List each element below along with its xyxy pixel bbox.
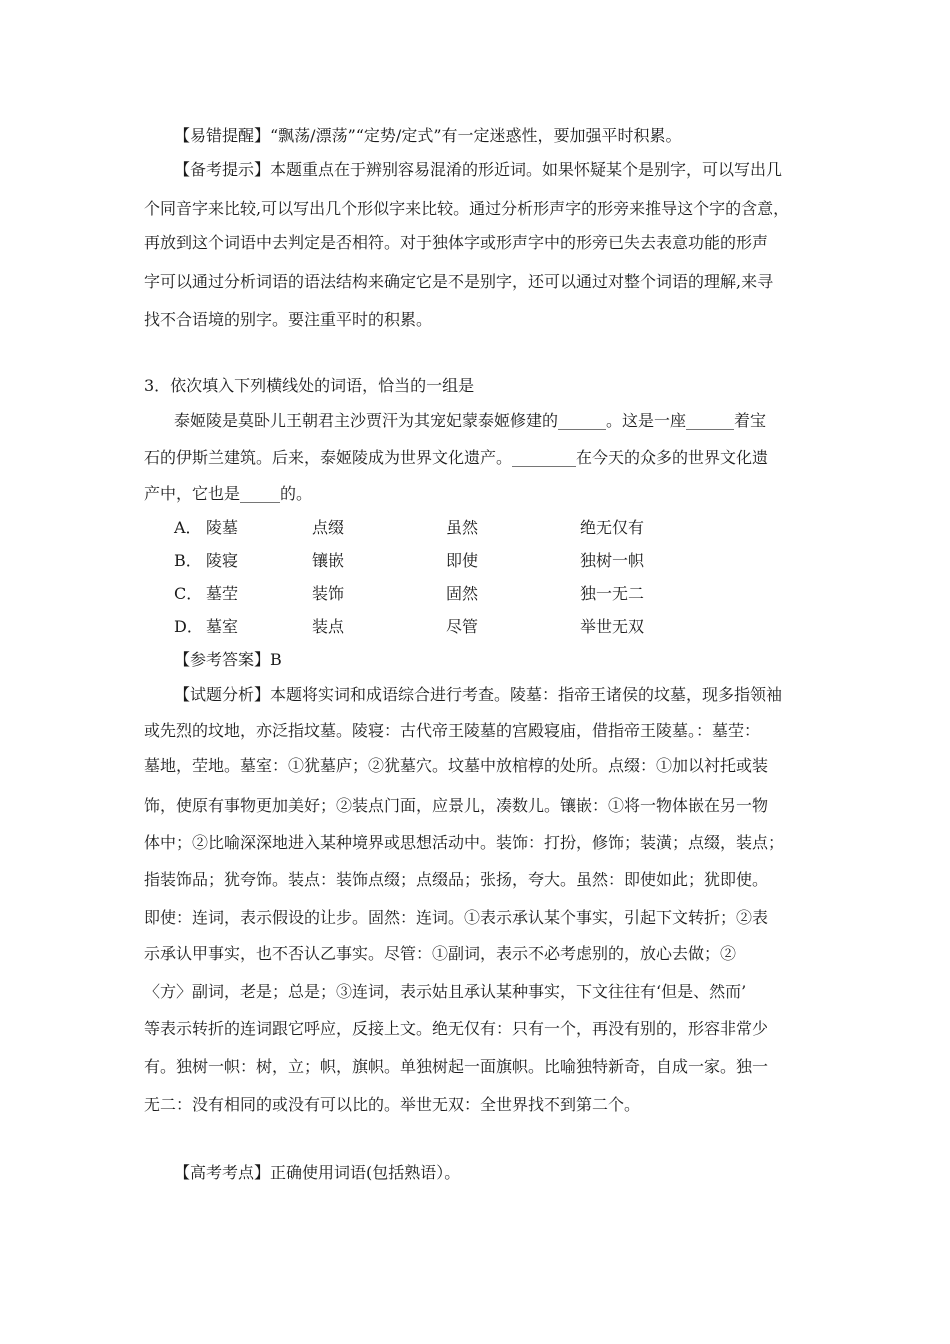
option-word: 装点 [312, 617, 345, 636]
passage-line: 泰姬陵是莫卧儿王朝君主沙贾汗为其宠妃蒙泰姬修建的______。这是一座______着宝 [174, 411, 767, 430]
option-word: 独树一帜 [580, 551, 645, 570]
analysis-line: 【试题分析】本题将实词和成语综合进行考查。陵墓：指帝王诸侯的坟墓，现多指领袖 [174, 685, 783, 704]
option-word: 墓茔 [206, 584, 239, 603]
option-word: 陵墓 [206, 518, 239, 537]
tips-line: 再放到这个词语中去判定是否相符。对于独体字或形声字中的形旁已失去表意功能的形声 [144, 233, 769, 252]
passage-line: 石的伊斯兰建筑。后来，泰姬陵成为世界文化遗产。________在今天的众多的世界文化遗 [144, 448, 769, 467]
analysis-line: 无二：没有相同的或没有可以比的。举世无双：全世界找不到第二个。 [144, 1095, 641, 1114]
exam-point: 【高考考点】正确使用词语(包括熟语）。 [174, 1163, 461, 1182]
option-a [0, 518, 950, 538]
tips-line: 字可以通过分析词语的语法结构来确定它是不是别字，还可以通过对整个词语的理解,来寻 [144, 272, 774, 291]
option-word: 独一无二 [580, 584, 645, 603]
analysis-line: 等表示转折的连词跟它呼应，反接上文。绝无仅有：只有一个，再没有别的，形容非常少 [144, 1019, 769, 1038]
analysis-line: 〈方〉副词，老是；总是；③连词，表示姑且承认某种事实，下文往往有‘但是、然而’ [144, 982, 747, 1001]
analysis-line: 饰，使原有事物更加美好；②装点门面，应景儿，凑数儿。镶嵌：①将一物体嵌在另一物 [144, 796, 769, 815]
option-word: 固然 [446, 584, 479, 603]
question-stem: 3．依次填入下列横线处的词语，恰当的一组是 [144, 376, 475, 395]
option-c [0, 584, 950, 604]
option-word: 举世无双 [580, 617, 645, 636]
option-word: 镶嵌 [312, 551, 345, 570]
analysis-line: 有。独树一帜：树，立；帜，旗帜。单独树起一面旗帜。比喻独特新奇，自成一家。独一 [144, 1057, 769, 1076]
option-word: 墓室 [206, 617, 239, 636]
tips-line: 个同音字来比较,可以写出几个形似字来比较。通过分析形声字的形旁来推导这个字的含意， [144, 199, 790, 218]
analysis-line: 或先烈的坟地，亦泛指坟墓。陵寝：古代帝王陵墓的宫殿寝庙，借指帝王陵墓。：墓茔： [144, 721, 761, 740]
option-word: 绝无仅有 [580, 518, 645, 537]
option-word: 虽然 [446, 518, 479, 537]
option-letter: B． [174, 551, 202, 570]
analysis-line: 指装饰品；犹夸饰。装点：装饰点缀；点缀品；张扬，夸大。虽然：即使如此；犹即使。 [144, 870, 769, 889]
tips-line: 【备考提示】本题重点在于辨别容易混淆的形近词。如果怀疑某个是别字，可以写出几 [174, 160, 783, 179]
error-reminder: 【易错提醒】“飘荡/漂荡”“定势/定式”有一定迷惑性，要加强平时积累。 [174, 126, 682, 145]
option-letter: D． [174, 617, 203, 636]
tips-line: 找不合语境的别字。要注重平时的积累。 [144, 310, 433, 329]
option-letter: C． [174, 584, 203, 603]
passage-line: 产中，它也是_____的。 [144, 484, 313, 503]
analysis-line: 体中；②比喻深深地进入某种境界或思想活动中。装饰：打扮，修饰；装潢；点缀，装点； [144, 833, 785, 852]
reference-answer: 【参考答案】B [174, 650, 282, 669]
option-word: 点缀 [312, 518, 345, 537]
option-d [0, 617, 950, 637]
analysis-line: 示承认甲事实，也不否认乙事实。尽管：①副词，表示不必考虑别的，放心去做；② [144, 944, 737, 963]
option-b [0, 551, 950, 571]
option-word: 陵寝 [206, 551, 239, 570]
analysis-line: 墓地，茔地。墓室：①犹墓庐；②犹墓穴。坟墓中放棺椁的处所。点缀：①加以衬托或装 [144, 756, 769, 775]
option-letter: A． [174, 518, 202, 537]
option-word: 装饰 [312, 584, 345, 603]
analysis-line: 即使：连词，表示假设的让步。固然：连词。①表示承认某个事实，引起下文转折；②表 [144, 908, 769, 927]
option-word: 尽管 [446, 617, 479, 636]
option-word: 即使 [446, 551, 479, 570]
